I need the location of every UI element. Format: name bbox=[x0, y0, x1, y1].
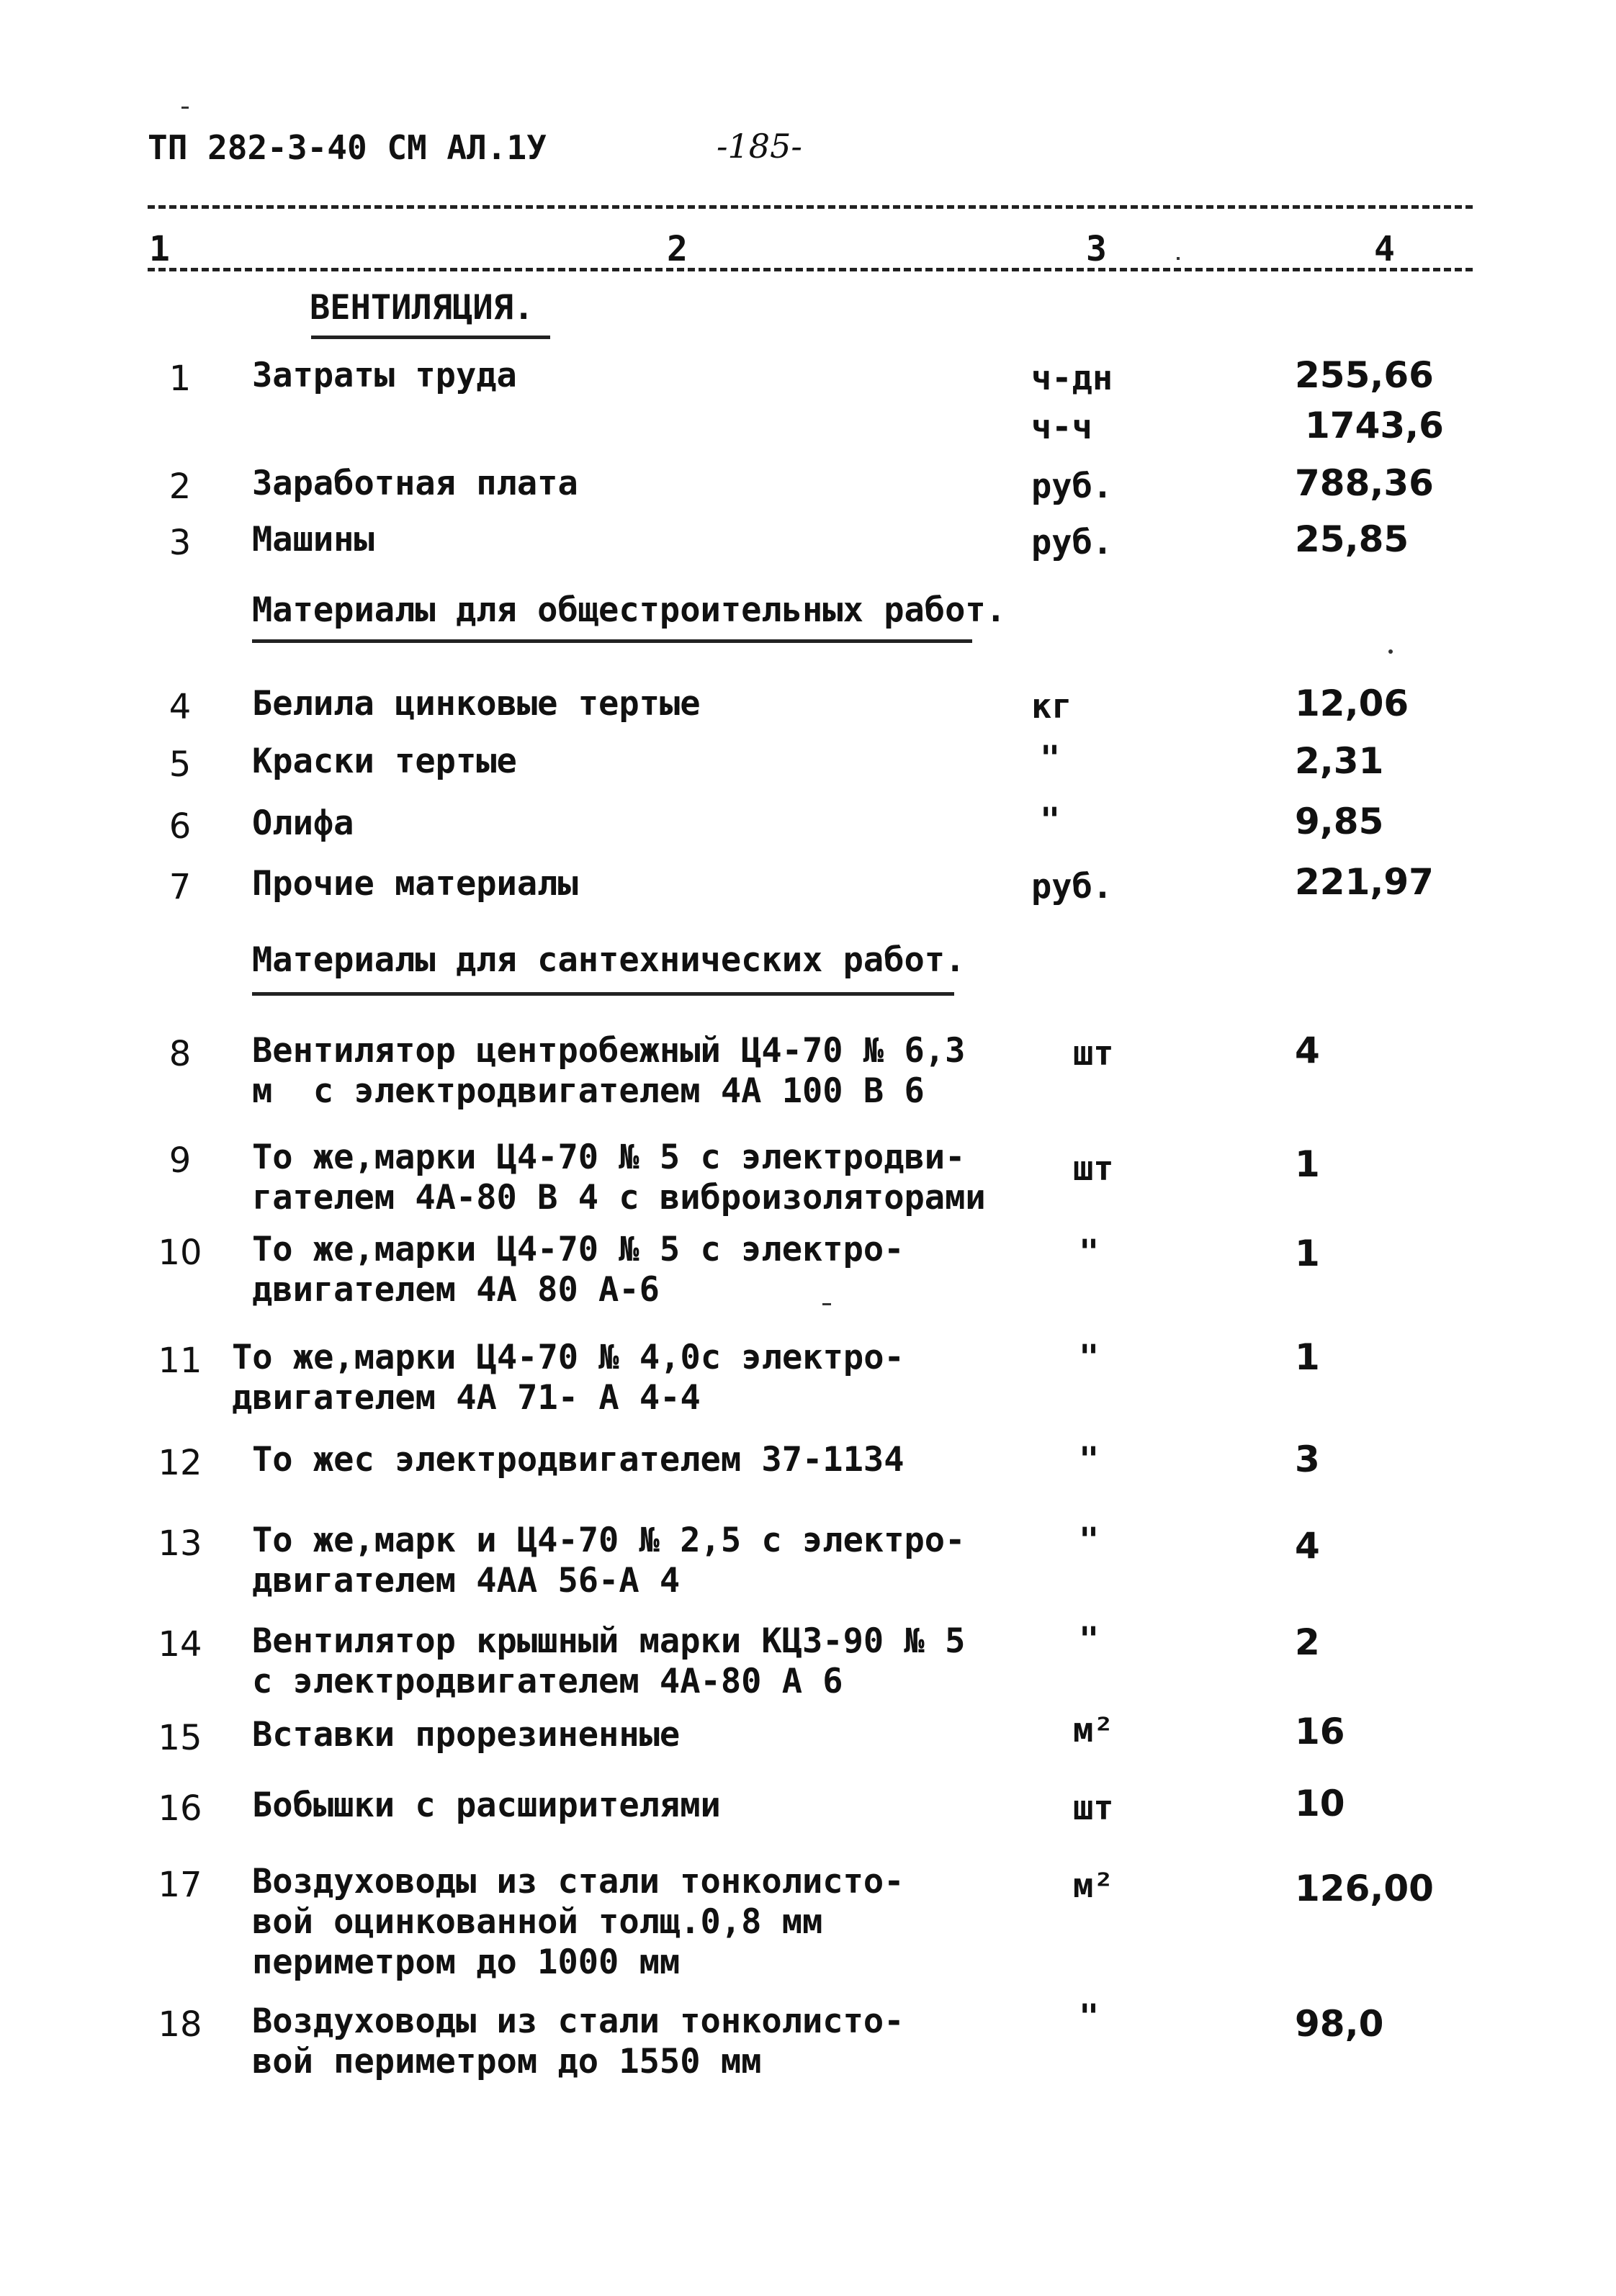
row-unit: руб. bbox=[1031, 867, 1113, 906]
row-quantity: 2,31 bbox=[1295, 740, 1384, 782]
row-quantity: 98,0 bbox=[1295, 2003, 1384, 2045]
row-quantity: 126,00 bbox=[1295, 1868, 1434, 1909]
row-quantity: 221,97 bbox=[1295, 861, 1434, 903]
ditto-mark: " bbox=[1040, 801, 1061, 840]
row-unit: шт bbox=[1073, 1034, 1114, 1073]
row-quantity: 1 bbox=[1295, 1143, 1320, 1185]
column-dashed-rule bbox=[148, 268, 1473, 271]
row-name: Краски тертые bbox=[252, 742, 517, 781]
row-number: 5 bbox=[169, 744, 192, 785]
row-quantity: 3 bbox=[1295, 1439, 1320, 1480]
ditto-mark: " bbox=[1040, 739, 1061, 778]
row-quantity: 4 bbox=[1295, 1525, 1320, 1567]
row-number: 8 bbox=[169, 1034, 192, 1074]
row-unit: ч-ч bbox=[1031, 408, 1092, 447]
row-name: То же,марки Ц4-70 № 4,0с электро- двигателем 4А 71- А 4-4 bbox=[232, 1338, 904, 1418]
section-underline bbox=[252, 992, 954, 996]
row-name: Затраты труда bbox=[252, 356, 517, 395]
row-number: 16 bbox=[158, 1788, 202, 1829]
row-name: То жес электродвигателем 37-1134 bbox=[252, 1440, 904, 1480]
row-unit: руб. bbox=[1031, 523, 1113, 562]
row-number: 11 bbox=[158, 1341, 202, 1381]
row-number: 1 bbox=[169, 359, 192, 399]
row-name: То же,марк и Ц4-70 № 2,5 с электро- двигателем 4АА 56-А 4 bbox=[252, 1521, 966, 1601]
page-number: -185- bbox=[717, 127, 802, 166]
row-quantity: 16 bbox=[1295, 1711, 1345, 1752]
row-unit: шт bbox=[1073, 1149, 1114, 1189]
row-number: 12 bbox=[158, 1443, 202, 1483]
row-name: То же,марки Ц4-70 № 5 с электродви- гателем 4А-80 В 4 с виброизоляторами bbox=[252, 1138, 986, 1217]
row-number: 14 bbox=[158, 1624, 202, 1665]
row-name: Вентилятор центробежный Ц4-70 № 6,3 м с электродвигателем 4А 100 В 6 bbox=[252, 1031, 966, 1111]
scan-speck bbox=[181, 107, 189, 109]
row-number: 6 bbox=[169, 806, 192, 847]
scan-speck bbox=[822, 1303, 831, 1305]
row-unit: шт bbox=[1073, 1788, 1114, 1828]
row-unit: м² bbox=[1073, 1711, 1114, 1750]
row-unit: ч-дн bbox=[1031, 359, 1113, 398]
row-name: Бобышки с расширителями bbox=[252, 1786, 721, 1825]
row-name: Белила цинковые тертые bbox=[252, 684, 701, 724]
row-name: Вставки прорезиненные bbox=[252, 1715, 681, 1755]
row-quantity: 10 bbox=[1295, 1783, 1345, 1824]
scan-speck bbox=[1177, 257, 1180, 260]
column-number-3: 3 bbox=[1086, 229, 1107, 269]
row-name: То же,марки Ц4-70 № 5 с электро- двигателем 4А 80 А-6 bbox=[252, 1230, 904, 1310]
row-name: Вентилятор крышный марки КЦЗ-90 № 5 с электродвигателем 4А-80 А 6 bbox=[252, 1621, 966, 1701]
row-number: 3 bbox=[169, 523, 192, 563]
row-number: 13 bbox=[158, 1523, 202, 1564]
document-code: ТП 282-3-40 СМ АЛ.1У bbox=[148, 128, 547, 167]
column-number-1: 1 bbox=[149, 229, 170, 269]
row-quantity: 1 bbox=[1295, 1336, 1320, 1378]
ditto-mark: " bbox=[1079, 1620, 1100, 1660]
section-heading-plumbing-materials: Материалы для сантехнических работ. bbox=[252, 940, 966, 980]
section-underline bbox=[311, 336, 550, 339]
ditto-mark: " bbox=[1079, 1440, 1100, 1480]
row-number: 18 bbox=[158, 2004, 202, 2045]
row-quantity: 255,66 bbox=[1295, 354, 1434, 396]
row-number: 10 bbox=[158, 1233, 202, 1273]
column-number-4: 4 bbox=[1374, 229, 1395, 269]
row-name: Прочие материалы bbox=[252, 864, 578, 904]
ditto-mark: " bbox=[1079, 1233, 1100, 1272]
section-heading-ventilation: ВЕНТИЛЯЦИЯ. bbox=[310, 288, 534, 328]
ditto-mark: " bbox=[1079, 1997, 1100, 2037]
row-unit: м² bbox=[1073, 1866, 1114, 1906]
top-dashed-rule bbox=[148, 205, 1473, 209]
section-heading-general-materials: Материалы для общестроительных работ. bbox=[252, 590, 1006, 630]
row-quantity: 4 bbox=[1295, 1030, 1320, 1071]
row-quantity: 9,85 bbox=[1295, 801, 1384, 842]
row-name: Заработная плата bbox=[252, 464, 578, 503]
ditto-mark: " bbox=[1079, 1521, 1100, 1560]
row-number: 9 bbox=[169, 1140, 192, 1181]
row-quantity: 2 bbox=[1295, 1621, 1320, 1663]
row-number: 7 bbox=[169, 867, 192, 907]
ditto-mark: " bbox=[1079, 1338, 1100, 1377]
row-number: 4 bbox=[169, 687, 192, 727]
row-unit: руб. bbox=[1031, 467, 1113, 506]
row-quantity: 25,85 bbox=[1295, 518, 1409, 560]
row-number: 2 bbox=[169, 467, 192, 507]
row-quantity: 788,36 bbox=[1295, 462, 1434, 504]
row-quantity: 12,06 bbox=[1295, 683, 1409, 724]
row-quantity: 1743,6 bbox=[1305, 405, 1444, 446]
row-number: 17 bbox=[158, 1865, 202, 1905]
section-underline bbox=[252, 639, 972, 643]
row-unit: кг bbox=[1031, 687, 1072, 726]
row-number: 15 bbox=[158, 1718, 202, 1758]
row-name: Машины bbox=[252, 520, 374, 559]
row-name: Воздуховоды из стали тонколисто- вой оцинкованной толщ.0,8 мм периметром до 1000 мм bbox=[252, 1862, 904, 1982]
row-name: Воздуховоды из стали тонколисто- вой периметром до 1550 мм bbox=[252, 2002, 904, 2081]
scan-speck bbox=[1388, 649, 1393, 654]
row-quantity: 1 bbox=[1295, 1233, 1320, 1274]
row-name: Олифа bbox=[252, 803, 354, 843]
column-number-2: 2 bbox=[667, 229, 688, 269]
